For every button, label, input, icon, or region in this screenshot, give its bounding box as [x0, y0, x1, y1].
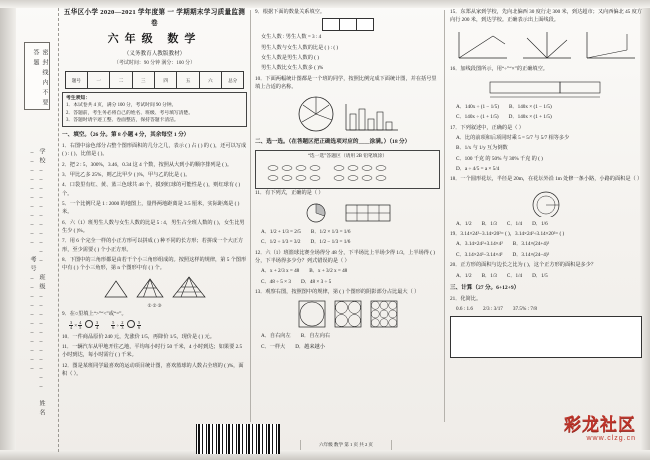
table-cell	[356, 19, 373, 31]
q16-options-2	[456, 113, 642, 121]
q13-figures	[255, 299, 440, 329]
page-shadow-top	[0, 0, 650, 8]
option-a[interactable]: A．1/2 + 1/3 = 2/5	[261, 228, 301, 235]
question-1: 1．右图中涂色部分占整个图形面积的几分之几，表示 ( ) 占 ( ) 的 ( )，还可以写成 ( ) : ( )，比值是 ( )。	[62, 143, 247, 158]
circle-blank[interactable]	[127, 320, 135, 328]
line-segment-diagram	[486, 76, 606, 100]
option-d[interactable]: D．140x × (1 + 1/5)	[508, 114, 552, 121]
triangle-figure-3	[171, 275, 207, 299]
q9-line: 女生人数 : 男生人数 = 3 : 4	[261, 34, 322, 41]
section-one-title: 一、填空。（26 分。第 8 小题 4 分，其余每空 1 分）	[62, 132, 190, 139]
q11-figures	[255, 201, 440, 225]
direction-diagram-3	[581, 28, 639, 62]
q15-direction-figures	[450, 28, 642, 62]
question-16: 16．加线段图所示，用“÷”“×”的正确填空。	[450, 65, 548, 72]
question-2: 2．把 2 : 5，300%，3.46，0.34 这 4 个数，按照从大到小的顺序排列是 ( )。	[62, 161, 233, 168]
page-shadow-bottom	[0, 450, 650, 460]
barcode	[196, 424, 280, 454]
option-d[interactable]: D．1/6	[532, 220, 548, 227]
option-b[interactable]: B．1/3	[481, 272, 497, 279]
option-a[interactable]: A．比的前项和后项同时乘 5 = 5/7 与 5/7 相等多少	[456, 135, 570, 142]
triangle-figure-1	[103, 279, 129, 299]
score-cell: 一	[88, 72, 110, 88]
flower-bed-diagram	[523, 187, 569, 217]
triangle-pattern-figures	[62, 275, 247, 299]
question-11b: 11．有下列式，正确的是（ ）	[255, 190, 324, 197]
table-cell	[339, 19, 356, 31]
option-a[interactable]: A．140x ÷ (1 − 1/5)	[456, 103, 499, 110]
option-b[interactable]: B．1/x 与 1/y 互为倒数	[456, 145, 508, 152]
watermark-url: www.clzg.cn	[586, 435, 636, 442]
score-cell: 二	[110, 72, 132, 88]
q12-options-2	[261, 278, 440, 286]
watermark	[564, 410, 636, 442]
seal-text: 密封线内不要答题	[32, 49, 47, 109]
square-circle-figure	[297, 299, 327, 329]
circle-blank[interactable]	[85, 320, 93, 328]
question-4: 4．口袋里有红、黄、蓝三色球共 48 个，摸到红球的可能性是 ( )，则红球有 ( ) 个。	[62, 182, 241, 197]
sealed-binding-strip	[14, 8, 59, 452]
question-8: 8．下图中的三角形都是由若干个小三角形组成的。按照这样的规律，第 5 个图形中有 ( ) 个小三角形，第 n 个图形中有 ( ) 个。	[62, 256, 247, 272]
q19-options	[456, 240, 642, 248]
option-d[interactable]: D．1/2 − 1/3 = 1/6	[310, 239, 351, 246]
q18-circle-figure	[450, 187, 642, 217]
option-a[interactable]: A．1/2	[456, 220, 472, 227]
simplify-item-3: 37.5% : 7/8	[512, 306, 537, 313]
question-18: 18．一个圆形花坛，半径是 20m，在花坛外沿 1m 处修一条小路，小路的面积是（ ）	[450, 176, 643, 183]
option-c[interactable]: C．3.14×24²−3.14×4²	[456, 251, 503, 258]
ratio-table	[322, 18, 374, 31]
school-header: 五华区小学 2020—2021 学年度第 一 学期期末学习质量监测卷	[63, 9, 246, 27]
option-b[interactable]: B．1/2 × 1/3 = 1/6	[310, 228, 351, 235]
square-four-circles-figure	[333, 299, 363, 329]
bubble-grid[interactable]	[259, 160, 419, 186]
section-two-title: 二、选一选。（在答题区把正确选项对应的____涂满。）（18 分）	[255, 139, 411, 146]
q9-line: 男生人数比女生人数多 ( )%	[261, 65, 324, 72]
score-cell: 五	[177, 72, 199, 88]
answer-work-area[interactable]	[450, 316, 642, 358]
page-footer: 六年级 数学 第 1 页 共 2 页	[300, 440, 392, 450]
q20-options	[456, 272, 642, 280]
triangle-figure-2	[135, 277, 165, 299]
q13-options-2	[261, 343, 440, 351]
grid-figure	[344, 201, 392, 225]
subject-title: 六年级 数学	[107, 33, 202, 46]
option-b[interactable]: B．140x × (1 − 1/5)	[508, 103, 552, 110]
question-19: 19．3.14×24²−3.14×20²= ( )，3.14×24²÷3.14×20²= ( )	[450, 231, 565, 238]
bubble-answer-area	[255, 150, 440, 189]
option-b[interactable]: B．自左向右	[300, 333, 331, 340]
q16-line-segment-figure	[450, 76, 642, 100]
score-cell: 六	[200, 72, 222, 88]
q16-options	[456, 103, 642, 111]
option-b[interactable]: B．1/3	[481, 220, 497, 227]
option-d[interactable]: D．a ÷ 4/5 = a × 5/4	[456, 166, 500, 173]
notice-line: 1．本试卷共 4 页，满分 100 分，考试时间 90 分钟。	[66, 103, 177, 109]
exam-duration: （考试时间：90 分钟 满分：100 分）	[113, 61, 196, 67]
question-3: 3．甲比乙多 25%，则乙比甲少 ( )%，甲与乙的比是 ( )。	[62, 172, 191, 179]
candidate-notice	[62, 92, 247, 127]
q9-line: 男生人数与女生人数的比是 ( ) : ( )	[261, 44, 339, 51]
question-20: 20．正方形的面积与边长之比为 ( )，这个正方形的面积是多少？	[450, 262, 597, 269]
q11-options	[261, 228, 440, 236]
question-9b: 9．根据下面的数量关系填空。	[255, 9, 326, 15]
option-d[interactable]: D．48 × 3 ÷ 5	[300, 278, 332, 285]
option-a[interactable]: A．3.14×24²+3.14×4²	[456, 241, 503, 248]
score-cell: 四	[155, 72, 177, 88]
option-c[interactable]: C．100 千克 的 50% 与 30% 千克 的 ( )	[456, 155, 543, 162]
bubble-area-note: “选一选”答题区（请用 2B 铅笔填涂）	[307, 154, 388, 160]
student-info-line: 学校___________ 班级___________ 姓名___________ 考号___________	[29, 148, 44, 418]
q21-items	[456, 305, 642, 313]
statistics-figures	[255, 94, 440, 134]
table-cell	[322, 19, 339, 31]
option-d[interactable]: D．越来越小	[295, 343, 325, 350]
score-cell: 题号	[66, 72, 88, 88]
question-17: 17．下列叙述中，正确的是（ ）	[450, 124, 524, 131]
question-5: 5．一个比例尺是 1 : 2000 的地图上，量得两地距离是 3.5 厘米，实际距离是 ( ) 米。	[62, 200, 240, 216]
option-a[interactable]: A．x + 2/3 x = 48	[261, 268, 300, 275]
option-d[interactable]: D．1/5	[532, 272, 548, 279]
column-three	[450, 8, 642, 428]
q18-options	[456, 220, 642, 228]
score-table	[65, 71, 245, 89]
column-two	[255, 8, 440, 428]
question-15: 15．东郑从家到学校，先向北偏西 30 度行走 300 米，到达超市；又向西偏北 45 度方向行 200 米，到达学校。正确表示出上面线段。	[450, 9, 642, 24]
question-13: 13．观察右图，按照图中的规律，第 ( ) 个图形的阴影部分占比最大（ ）	[255, 289, 420, 296]
question-9: 9．在○里填上“>”“<”或“=”。	[62, 310, 127, 317]
question-12: 12．图是某班同学最喜欢的运动项目统计图，喜欢篮球的人数占全班的 ( )%，面积（ ）。	[62, 362, 244, 378]
textbook-note: （义务教育人教版教材）	[123, 51, 186, 58]
q19-options-2	[456, 251, 642, 259]
column-divider-2	[444, 10, 445, 422]
option-b[interactable]: B．x + 3/2 x = 48	[309, 268, 348, 275]
option-a[interactable]: A．1/2	[456, 272, 472, 279]
option-c[interactable]: C．1/4	[506, 272, 523, 279]
question-7: 7．用 6 个完全一样的小正方形可以拼成 ( ) 种不同的长方形；若拼成一个大正方形，至少需要 ( ) 个小正方形。	[62, 238, 244, 253]
option-a[interactable]: A．自右向左	[261, 333, 291, 340]
option-d[interactable]: D．3.14×(24−4)²	[512, 251, 550, 258]
simplify-item-1: 0.6 : 1.6	[456, 306, 474, 313]
option-c[interactable]: C．140x ÷ (1 + 1/5)	[456, 114, 499, 121]
question-12b: 12．六（1）班篮球比赛全场得分 48 分，下半场比上半场少得 1/3，上半场得 ( ) 分，下半场得多少分？列式错误的是（ ）	[255, 249, 435, 264]
question-10b: 10．下面两幅统计图都是一个班的同学，按照比例完成下面统计图，并在括号里填上合适的名称。	[255, 75, 437, 90]
question-11: 11．一辆汽车从甲地开往乙地，平均每小时行 50 千米，4 小时到达；如果要 2.5 小时到达，每小时需行 ( ) 千米。	[62, 344, 243, 359]
option-c[interactable]: C．48 ÷ 5 × 3	[261, 278, 291, 285]
direction-diagram-2	[517, 28, 575, 62]
q12-options	[261, 267, 440, 275]
compare-item: $\frac{5}{6}$ ÷ $\frac{2}{3}$ $\frac{5}{6}$	[112, 319, 141, 331]
shaded-circle-figure	[304, 201, 338, 225]
figure-caption: ① ② ③	[147, 303, 162, 309]
seal-box	[24, 42, 50, 110]
bar-chart-icon	[342, 102, 400, 134]
question-21: 21．化简比。	[450, 296, 482, 303]
score-cell: 三	[133, 72, 155, 88]
option-c[interactable]: C．1/4	[506, 220, 523, 227]
option-c[interactable]: C．1/2 ÷ 1/3 = 3/2	[261, 239, 301, 246]
column-one	[62, 8, 247, 428]
pie-chart-icon	[296, 94, 336, 134]
notice-line: 3．答题时请字迹工整、卷面整洁，保持答题卡清洁。	[66, 117, 179, 123]
section-three-title: 三、计算（27 分。6+12+9）	[450, 284, 520, 291]
q13-options	[261, 332, 440, 340]
square-nine-circles-figure	[369, 299, 399, 329]
question-10: 10．一件商品原价 240 元，先涨价 1/5，再降价 1/5，现价是 ( ) 元。	[62, 333, 215, 340]
option-c[interactable]: C．一样大	[261, 343, 286, 350]
compare-row	[68, 320, 247, 331]
direction-diagram-1	[453, 28, 511, 62]
q11-options-2	[261, 238, 440, 246]
option-b[interactable]: B．3.14×(24+4)²	[512, 241, 550, 248]
compare-item: $\frac{3}{4}$ × $\frac{4}{5}$ $\frac{3}{4}$	[70, 319, 99, 331]
ratio-box	[255, 18, 440, 31]
notice-line: 2．答题前，考生务必将自己的姓名、班级、考号填写清楚。	[66, 110, 194, 116]
column-divider-1	[250, 10, 251, 422]
notice-title: 考生须知：	[66, 96, 90, 102]
score-cell: 总分	[228, 77, 238, 83]
watermark-title: 彩龙社区	[564, 415, 636, 434]
question-6: 6．六（1）班男生人数与女生人数的比是 5 : 4，男生占全班人数的 ( )，女生比男生少 ( )%。	[62, 219, 245, 234]
simplify-item-2: 2/3 : 3/17	[483, 306, 503, 313]
q9-line: 女生人数是男生人数的 ( )	[261, 54, 319, 61]
